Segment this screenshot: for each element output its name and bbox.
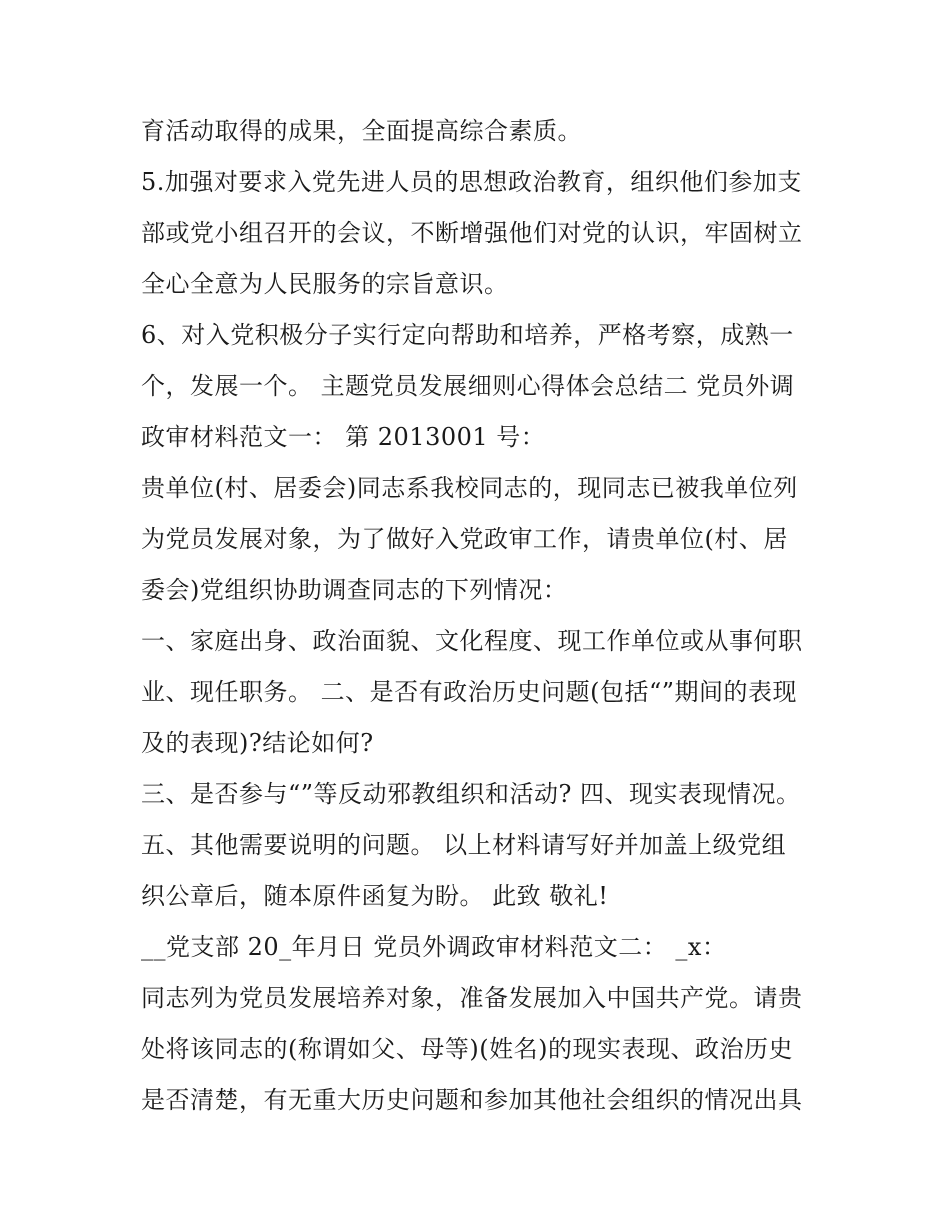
text-line: 贵单位(村、居委会)同志系我校同志的，现同志已被我单位列 (141, 474, 798, 502)
text-line: 5.加强对要求入党先进人员的思想政治教育，组织他们参加支 (141, 168, 802, 196)
text-line: 一、家庭出身、政治面貌、文化程度、现工作单位或从事何职 (141, 627, 803, 655)
text-line: 织公章后，随本原件函复为盼。 此致 敬礼! (141, 882, 609, 910)
text-line: 部或党小组召开的会议，不断增强他们对党的认识，牢固树立 (141, 219, 803, 247)
text-line: 是否清楚，有无重大历史问题和参加其他社会组织的情况出具 (141, 1086, 803, 1114)
text-line: 全心全意为人民服务的宗旨意识。 (141, 270, 509, 298)
text-line: 6、对入党积极分子实行定向帮助和培养，严格考察，成熟一 (141, 321, 794, 349)
text-line: 政审材料范文一： 第 2013001 号： (141, 423, 546, 451)
text-line: 个，发展一个。 主题党员发展细则心得体会总结二 党员外调 (141, 372, 795, 400)
text-line: 委会)党组织协助调查同志的下列情况： (141, 576, 568, 604)
text-line: 及的表现)?结论如何? (141, 729, 374, 757)
text-line: 同志列为党员发展培养对象，准备发展加入中国共产党。请贵 (141, 984, 803, 1012)
text-line: 业、现任职务。 二、是否有政治历史问题(包括“”期间的表现 (141, 678, 798, 706)
text-line: 三、是否参与“”等反动邪教组织和活动? 四、现实表现情况。 (141, 780, 801, 808)
text-line: 育活动取得的成果，全面提高综合素质。 (141, 117, 582, 145)
text-line: __党支部 20_年月日 党员外调政审材料范文二： _x： (141, 933, 727, 961)
text-line: 为党员发展对象，为了做好入党政审工作，请贵单位(村、居 (141, 525, 788, 553)
text-line: 处将该同志的(称谓如父、母等)(姓名)的现实表现、政治历史 (141, 1035, 793, 1063)
document-body (141, 106, 821, 1126)
text-line: 五、其他需要说明的问题。 以上材料请写好并加盖上级党组 (141, 831, 787, 859)
